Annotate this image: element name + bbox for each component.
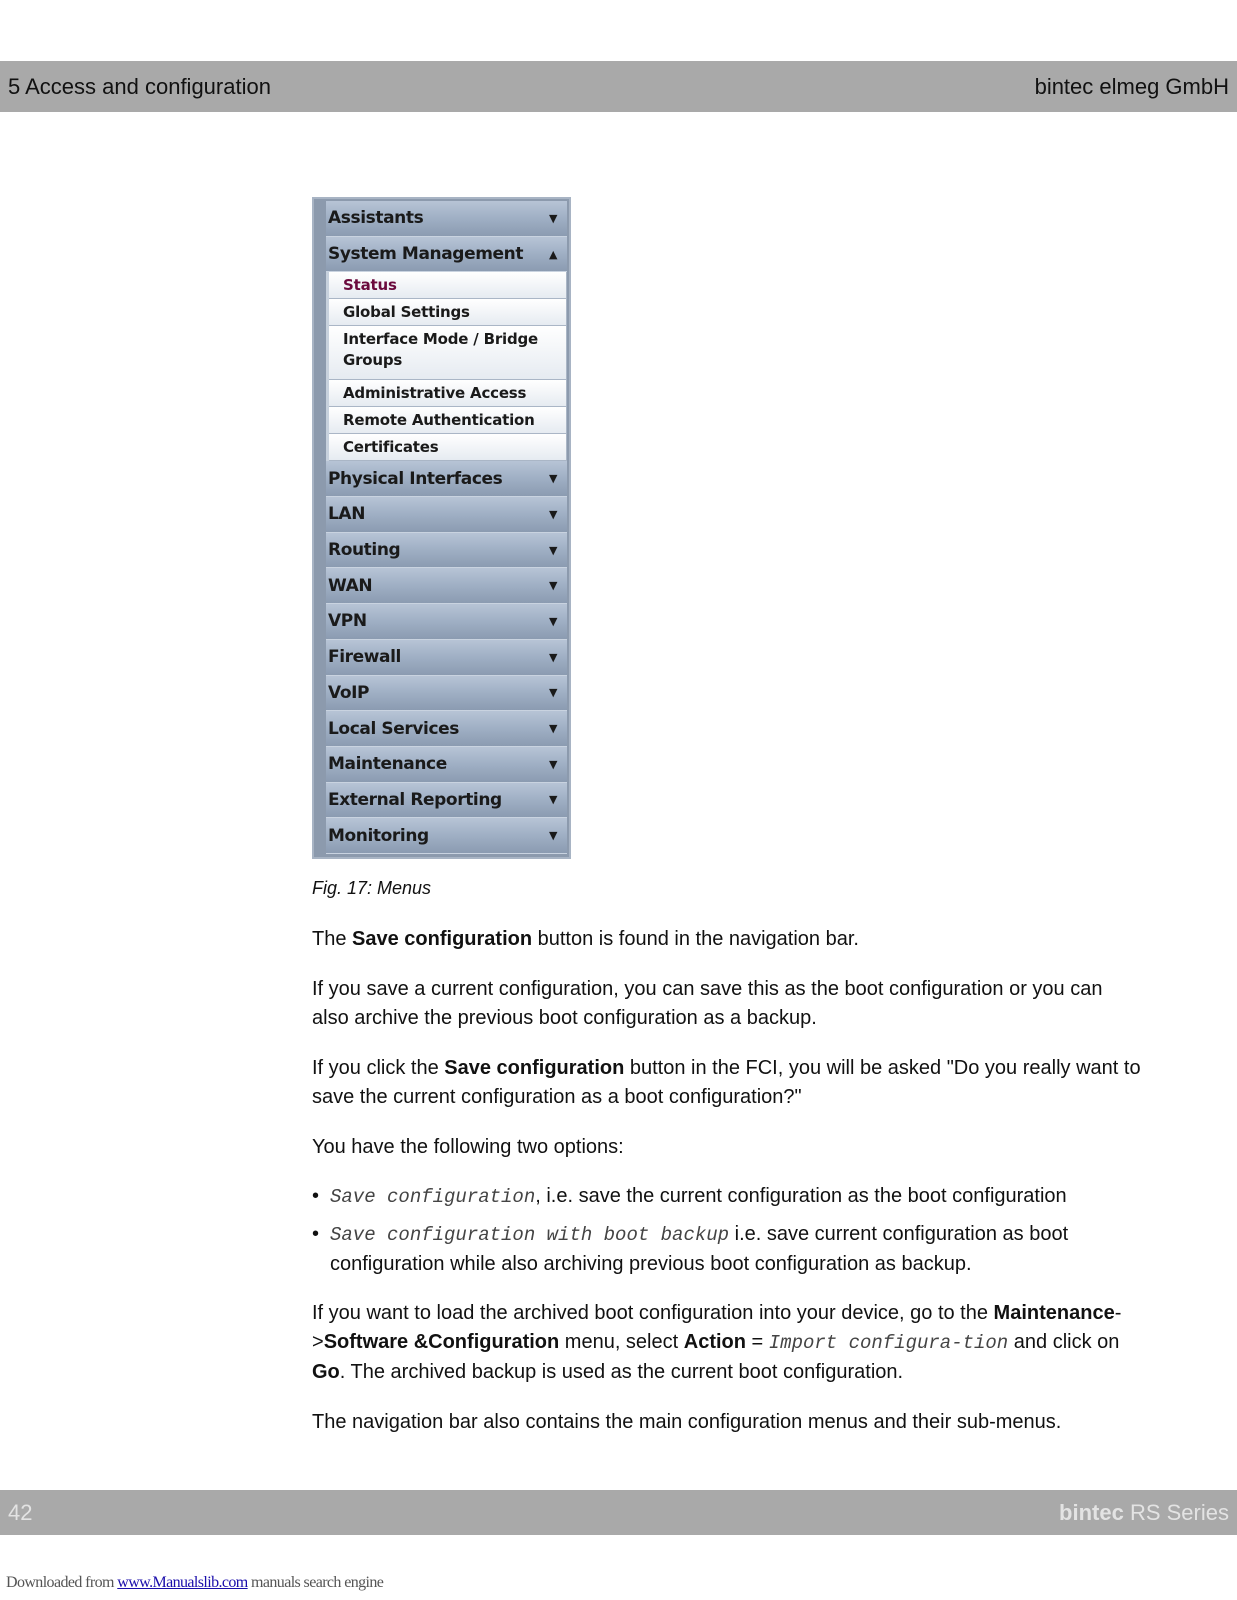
chapter-title: 5 Access and configuration	[8, 73, 271, 99]
chevron-down-icon: ▼	[548, 211, 557, 225]
menu-item-vpn[interactable]: VPN ▼	[326, 604, 567, 640]
navigation-menu	[312, 197, 571, 859]
submenu-item-remote-authentication[interactable]: Remote Authentication	[329, 407, 567, 434]
chevron-down-icon: ▼	[548, 579, 557, 593]
download-notice: Downloaded from www.Manualslib.com manuals search engine	[6, 1574, 384, 1591]
chevron-down-icon: ▼	[548, 757, 557, 771]
menu-item-wan[interactable]: WAN ▼	[326, 568, 567, 604]
paragraph-2: If you save a current configuration, you can save this as the boot configuration or you can also archive the previous boot configuration as a backup.	[312, 978, 1103, 1029]
menu-item-local-services[interactable]: Local Services ▼	[326, 711, 567, 747]
paragraph-4: You have the following two options:	[312, 1136, 624, 1158]
page-footer	[0, 1490, 1237, 1535]
chevron-down-icon: ▼	[548, 686, 557, 700]
chevron-down-icon: ▼	[548, 614, 557, 628]
menu-item-monitoring[interactable]: Monitoring ▼	[326, 818, 567, 854]
product-series: bintec RS Series	[1059, 1499, 1229, 1525]
figure-caption: Fig. 17: Menus	[312, 878, 432, 898]
menu-item-system-management[interactable]: System Management ▲	[326, 237, 567, 273]
submenu-item-status[interactable]: Status	[329, 272, 567, 299]
list-item: • Save configuration, i.e. save the current configuration as the boot configuration	[312, 1182, 1142, 1212]
submenu-item-certificates[interactable]: Certificates	[329, 434, 567, 461]
chevron-down-icon: ▼	[548, 829, 557, 843]
page-header	[0, 61, 1237, 112]
company-name: bintec elmeg GmbH	[1034, 73, 1229, 99]
submenu-item-interface-mode[interactable]: Interface Mode / Bridge Groups	[329, 326, 567, 380]
page-number: 42	[8, 1499, 33, 1525]
chevron-down-icon: ▼	[548, 507, 557, 521]
menu-item-maintenance[interactable]: Maintenance ▼	[326, 747, 567, 783]
list-item: • Save configuration with boot backup i.e. save current configuration as boot configuration while also archiving previous boot configuration as backup.	[312, 1220, 1142, 1279]
chevron-down-icon: ▼	[548, 650, 557, 664]
submenu-item-global-settings[interactable]: Global Settings	[329, 299, 567, 326]
bullet-icon: •	[312, 1223, 320, 1245]
menu-item-physical-interfaces[interactable]: Physical Interfaces ▼	[326, 461, 567, 497]
menu-item-external-reporting[interactable]: External Reporting ▼	[326, 783, 567, 819]
chevron-down-icon: ▼	[548, 722, 557, 736]
chevron-up-icon: ▲	[548, 247, 557, 261]
menu-item-assistants[interactable]: Assistants ▼	[326, 201, 567, 237]
paragraph-6: The navigation bar also contains the main configuration menus and their sub-menus.	[312, 1411, 1062, 1433]
menu-item-voip[interactable]: VoIP ▼	[326, 676, 567, 712]
submenu-system-management	[326, 272, 567, 461]
chevron-down-icon: ▼	[548, 543, 557, 557]
menu-item-lan[interactable]: LAN ▼	[326, 497, 567, 533]
bullet-icon: •	[312, 1185, 320, 1207]
paragraph-5: If you want to load the archived boot configuration into your device, go to the Maintenance->Software &Configuration menu, select Action = Import configura-tion and click on Go. The archived backup is used as the current boot configuration.	[312, 1302, 1122, 1383]
chevron-down-icon: ▼	[548, 793, 557, 807]
menu-item-firewall[interactable]: Firewall ▼	[326, 640, 567, 676]
manualslib-link[interactable]: www.Manualslib.com	[117, 1574, 248, 1591]
paragraph-3: If you click the Save configuration button in the FCI, you will be asked "Do you really want to save the current configuration as a boot configuration?"	[312, 1057, 1141, 1108]
paragraph-1: The Save configuration button is found in the navigation bar.	[312, 928, 859, 950]
chevron-down-icon: ▼	[548, 472, 557, 486]
submenu-item-administrative-access[interactable]: Administrative Access	[329, 380, 567, 407]
menu-item-routing[interactable]: Routing ▼	[326, 533, 567, 569]
